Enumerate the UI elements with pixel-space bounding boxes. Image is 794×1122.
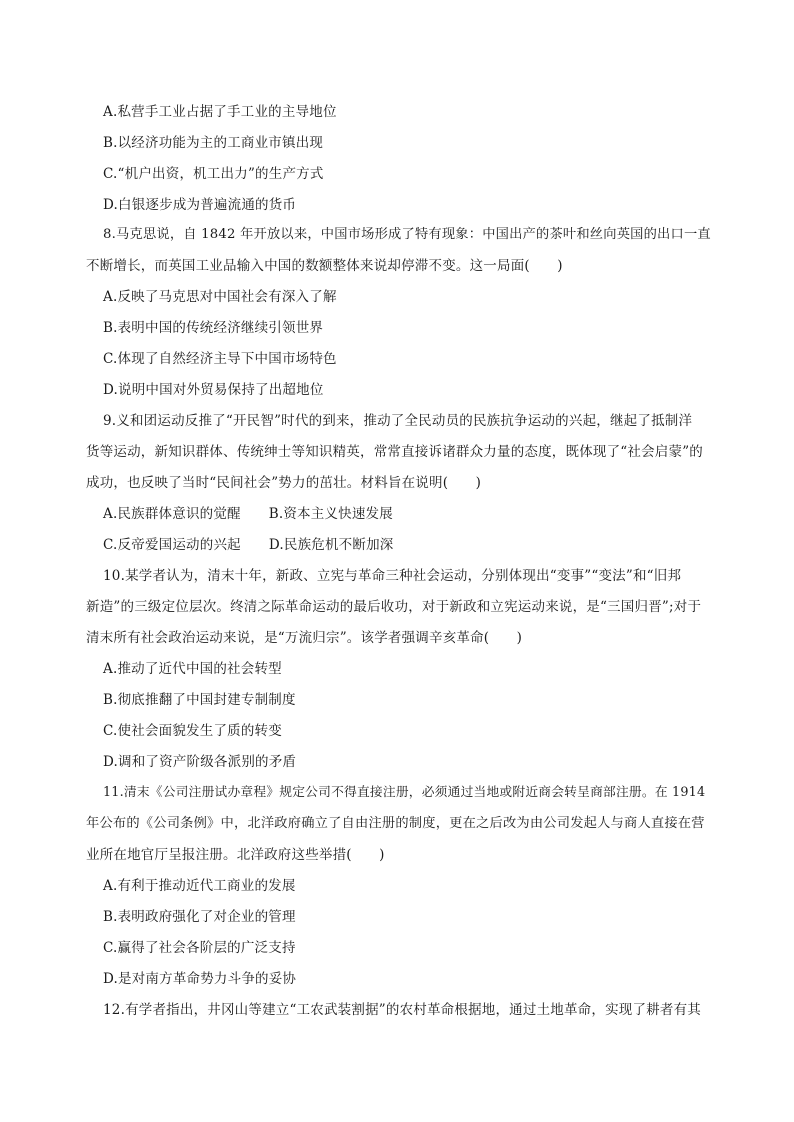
q7-option-c: C.“机户出资，机工出力”的生产方式 [103,166,324,182]
q11-stem-line-2: 年公布的《公司条例》中，北洋政府确立了自由注册的制度，更在之后改为由公司发起人与商人直接在营 [86,816,705,831]
q11-option-b: B.表明政府强化了对企业的管理 [103,909,296,925]
q10-stem-line-3: 清末所有社会政治运动来说，是“万流归宗”。该学者强调辛亥革命( ) [86,630,523,646]
q9-stem-line-2: 货等运动，新知识群体、传统绅士等知识精英，常常直接诉诸群众力量的态度，既体现了“社会启蒙”的 [86,444,704,460]
q8-stem-line-1: 8.马克思说，自 1842 年开放以来，中国市场形成了特有现象：中国出产的茶叶和丝向英国的出口一直 [103,227,711,242]
q10-option-a: A.推动了近代中国的社会转型 [103,661,282,677]
q10-option-b: B.彻底推翻了中国封建专制制度 [103,692,296,708]
q11-option-d: D.是对南方革命势力斗争的妥协 [103,971,297,987]
q9-stem-line-3: 成功，也反映了当时“民间社会”势力的茁壮。材料旨在说明( ) [86,475,482,491]
q11-stem-line-1: 11.清末《公司注册试办章程》规定公司不得直接注册，必须通过当地或附近商会转呈商部注册。在 1914 [103,785,706,800]
q8-option-a: A.反映了马克思对中国社会有深入了解 [103,289,337,305]
q8-stem-line-2: 不断增长，而英国工业品输入中国的数额整体来说却停滞不变。这一局面( ) [86,258,563,274]
q10-option-d: D.调和了资产阶级各派别的矛盾 [103,754,297,770]
q9-option-b: B.资本主义快速发展 [268,506,393,522]
q11-option-a: A.有利于推动近代工商业的发展 [103,878,296,894]
q11-stem-line-3: 业所在地官厅呈报注册。北洋政府这些举措( ) [86,847,385,863]
q9-option-d: D.民族危机不断加深 [268,537,394,553]
q9-option-a: A.民族群体意识的觉醒 [103,506,241,522]
q9-stem-line-1: 9.义和团运动反推了“开民智”时代的到来，推动了全民动员的民族抗争运动的兴起，继起了抵制洋 [103,413,693,429]
q10-stem-line-1: 10.某学者认为，清末十年，新政、立宪与革命三种社会运动，分别体现出“变事”“变法”和“旧邦 [103,568,682,584]
q8-option-d: D.说明中国对外贸易保持了出超地位 [103,382,324,398]
q7-option-a: A.私营手工业占据了手工业的主导地位 [103,104,337,120]
q9-option-c: C.反帝爱国运动的兴起 [103,537,241,553]
q10-option-c: C.使社会面貌发生了质的转变 [103,723,282,739]
q8-option-b: B.表明中国的传统经济继续引领世界 [103,320,324,336]
q10-stem-line-2: 新造”的三级定位层次。终清之际革命运动的最后收功，对于新政和立宪运动来说，是“三国归晋”;对于 [86,599,702,615]
q9-options-row-1 [103,504,393,524]
q9-options-row-2 [103,535,393,555]
q12-stem-line-1: 12.有学者指出，井冈山等建立“工农武装割据”的农村革命根据地，通过土地革命，实现了耕者有其 [103,1002,701,1018]
q7-option-b: B.以经济功能为主的工商业市镇出现 [103,135,324,151]
q7-option-d: D.白银逐步成为普遍流通的货币 [103,197,297,213]
q8-option-c: C.体现了自然经济主导下中国市场特色 [103,351,337,367]
q11-option-c: C.赢得了社会各阶层的广泛支持 [103,940,296,956]
